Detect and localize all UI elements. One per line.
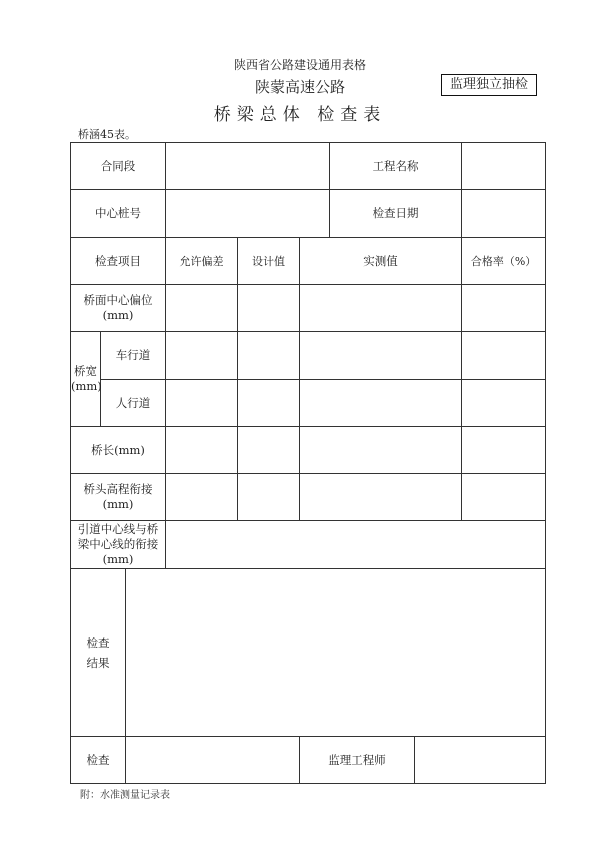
approach-label-line3: (mm) xyxy=(102,552,134,566)
bridge-length-design[interactable] xyxy=(238,427,300,474)
inspector-value[interactable] xyxy=(126,737,300,784)
result-label-line1: 检查 xyxy=(86,635,110,650)
sidewalk-design[interactable] xyxy=(238,380,300,427)
abutment-design[interactable] xyxy=(238,474,300,521)
engineer-value[interactable] xyxy=(415,737,546,784)
center-station-label: 中心桩号 xyxy=(71,190,166,238)
center-station-value[interactable] xyxy=(166,190,330,238)
roadway-measured[interactable] xyxy=(300,332,462,380)
abutment-measured[interactable] xyxy=(300,474,462,521)
approach-alignment-label xyxy=(71,521,166,569)
table-row xyxy=(71,143,546,190)
abutment-label-line1: 桥头高程衔接 xyxy=(83,482,153,496)
sidewalk-label: 人行道 xyxy=(101,380,166,427)
table-row xyxy=(71,238,546,285)
result-label-line2: 结果 xyxy=(86,655,110,670)
table-row xyxy=(71,332,546,380)
engineer-label: 监理工程师 xyxy=(300,737,415,784)
deck-offset-pass-rate[interactable] xyxy=(462,285,546,332)
bridge-length-pass-rate[interactable] xyxy=(462,427,546,474)
bridge-width-label-line2: (mm) xyxy=(71,379,102,393)
deck-offset-design[interactable] xyxy=(238,285,300,332)
table-row xyxy=(71,737,546,784)
org-line: 陕西省公路建设通用表格 xyxy=(233,58,366,72)
bridge-length-label: 桥长(mm) xyxy=(71,427,166,474)
abutment-label-line2: (mm) xyxy=(102,497,134,511)
project-name-label: 工程名称 xyxy=(330,143,462,190)
roadway-design[interactable] xyxy=(238,332,300,380)
project-name-value[interactable] xyxy=(462,143,546,190)
table-row xyxy=(71,285,546,332)
check-date-label: 检查日期 xyxy=(330,190,462,238)
approach-alignment-value[interactable] xyxy=(166,521,546,569)
project-name: 陕蒙高速公路 xyxy=(254,78,345,96)
inspector-label: 检查 xyxy=(71,737,126,784)
bridge-length-measured[interactable] xyxy=(300,427,462,474)
contract-value[interactable] xyxy=(166,143,330,190)
table-row xyxy=(71,427,546,474)
bridge-width-label-line1: 桥宽 xyxy=(74,364,97,378)
form-code: 桥涵45表。 xyxy=(78,128,136,141)
table-row xyxy=(71,521,546,569)
col-header-design: 设计值 xyxy=(238,238,300,285)
sidewalk-measured[interactable] xyxy=(300,380,462,427)
footer-note: 附：水准测量记录表 xyxy=(80,790,170,801)
deck-offset-tolerance[interactable] xyxy=(166,285,238,332)
roadway-pass-rate[interactable] xyxy=(462,332,546,380)
table-row xyxy=(71,474,546,521)
sidewalk-pass-rate[interactable] xyxy=(462,380,546,427)
col-header-pass-rate: 合格率（%） xyxy=(462,238,546,285)
check-date-value[interactable] xyxy=(462,190,546,238)
supervision-badge: 监理独立抽检 xyxy=(441,74,537,96)
sidewalk-tolerance[interactable] xyxy=(166,380,238,427)
roadway-label: 车行道 xyxy=(101,332,166,380)
deck-offset-label-line2: (mm) xyxy=(102,308,134,322)
approach-label-line2: 梁中心线的衔接 xyxy=(77,537,159,551)
table-row xyxy=(71,380,546,427)
abutment-elevation-label xyxy=(71,474,166,521)
contract-label: 合同段 xyxy=(71,143,166,190)
result-label xyxy=(71,569,126,737)
deck-offset-label-line1: 桥面中心偏位 xyxy=(83,293,153,307)
table-row xyxy=(71,569,546,737)
table-row xyxy=(71,190,546,238)
deck-offset-measured[interactable] xyxy=(300,285,462,332)
deck-offset-label xyxy=(71,285,166,332)
col-header-item: 检查项目 xyxy=(71,238,166,285)
result-value[interactable] xyxy=(126,569,546,737)
col-header-tolerance: 允许偏差 xyxy=(166,238,238,285)
abutment-pass-rate[interactable] xyxy=(462,474,546,521)
approach-label-line1: 引道中心线与桥 xyxy=(77,522,159,536)
bridge-width-label xyxy=(71,332,101,427)
abutment-tolerance[interactable] xyxy=(166,474,238,521)
bridge-length-tolerance[interactable] xyxy=(166,427,238,474)
roadway-tolerance[interactable] xyxy=(166,332,238,380)
page-title: 桥梁总体 检查表 xyxy=(213,105,387,125)
inspection-table xyxy=(70,142,546,784)
col-header-measured: 实测值 xyxy=(300,238,462,285)
